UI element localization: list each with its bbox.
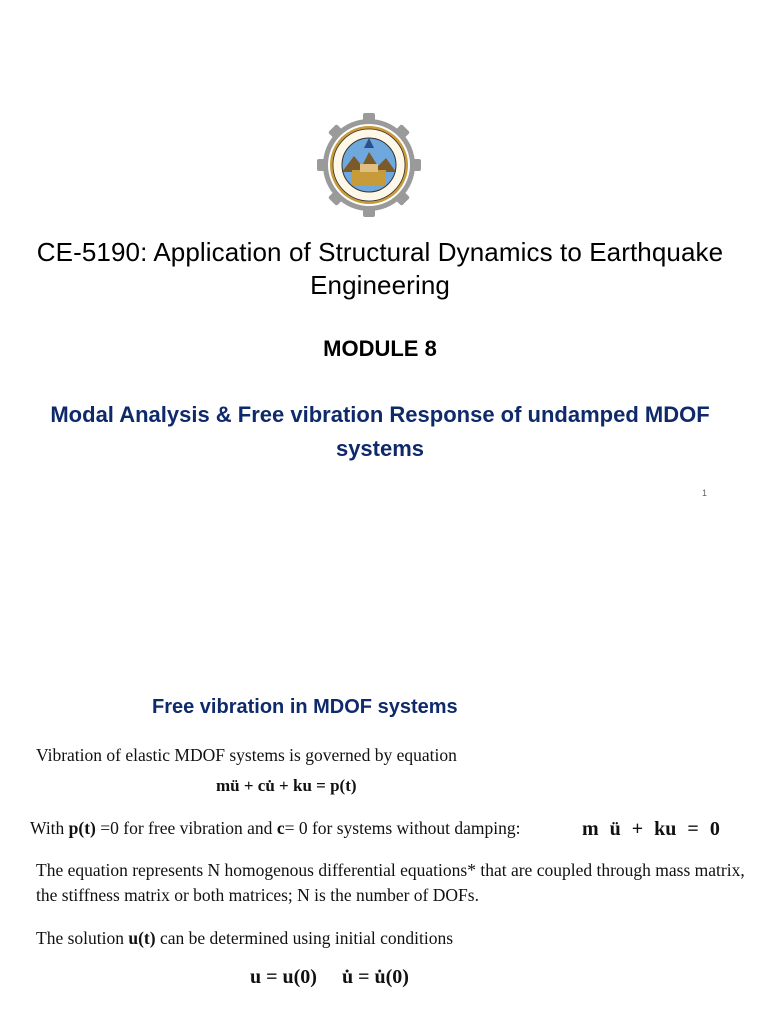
condition-mid: =0 for free vibration and: [100, 818, 273, 838]
condition-prefix: With: [30, 818, 65, 838]
course-title: CE-5190: Application of Structural Dynamics to Earthquake Engineering: [36, 237, 724, 300]
description-text: The equation represents N homogenous differential equations* that are coupled through mass matrix, the stiffness matrix or both matrices; N is the number of DOFs.: [36, 860, 745, 905]
condition-text: [30, 816, 521, 841]
university-logo: [316, 112, 422, 218]
intro-text: Vibration of elastic MDOF systems is governed by equation: [36, 745, 457, 765]
equation-general: mü + cu̇ + ku = p(t): [216, 776, 357, 795]
condition-c: c: [276, 818, 285, 838]
equation-free: m ü + ku = 0: [582, 818, 720, 840]
solution-var: u(t): [128, 928, 156, 948]
condition-suffix: = 0 for systems without damping:: [284, 818, 521, 838]
condition-p: p(t): [68, 818, 96, 838]
initial-conditions: u = u(0) u̇ = u̇(0): [250, 966, 409, 988]
module-label: MODULE 8: [323, 336, 437, 361]
solution-suffix: can be determined using initial conditions: [159, 928, 454, 948]
solution-prefix: The solution: [36, 928, 124, 948]
page-number: 1: [702, 488, 708, 498]
section-heading: Free vibration in MDOF systems: [152, 696, 458, 718]
module-subtitle: Modal Analysis & Free vibration Response of undamped MDOF systems: [50, 402, 710, 461]
solution-text: [36, 926, 453, 951]
